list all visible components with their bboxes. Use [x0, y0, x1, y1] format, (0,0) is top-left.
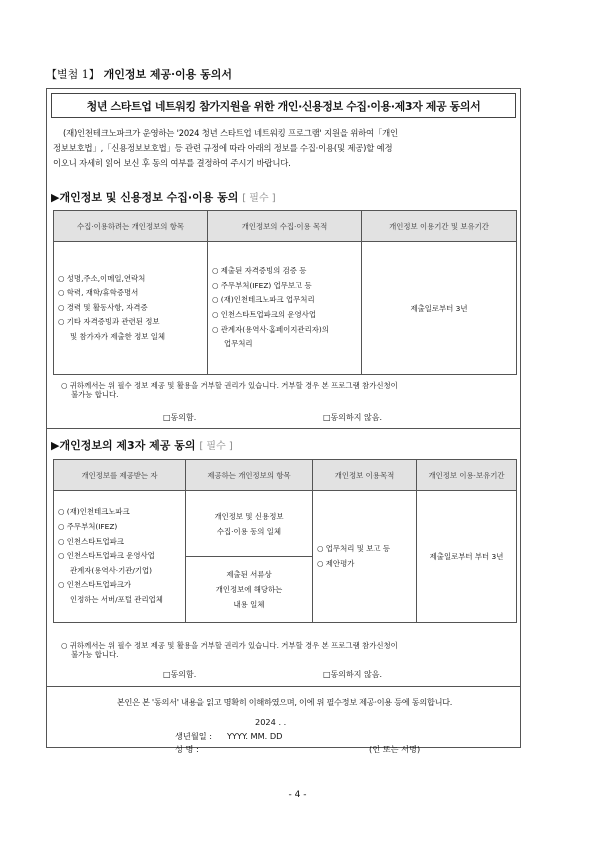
section2-title: [51, 437, 233, 453]
col-header-purpose: 개인정보 이용목적: [313, 460, 417, 491]
col-header-purpose: 개인정보의 수집·이용 목적: [208, 211, 362, 242]
list-item: ○ (재)인천테크노파크: [58, 507, 130, 517]
list-item: ○ 경력 및 활동사항, 자격증: [58, 302, 148, 312]
signature-date: 2024 . .: [255, 717, 287, 727]
col-header-provided-items: 제공하는 개인정보의 항목: [186, 460, 313, 491]
birthdate-label: 생년월일 :: [175, 731, 212, 741]
intro-line: 정보보호법」,「신용정보보호법」등 관련 규정에 따라 아래의 정보를 수집·이용(및 제공)할 예정: [53, 143, 393, 153]
note-line: 불가능 합니다.: [71, 390, 119, 399]
section1-table: [53, 210, 517, 375]
section2-agree-checkbox[interactable]: □동의함.: [163, 670, 197, 679]
list-item: ○ 관계자(용역사·홈페이지관리자)의: [212, 324, 329, 334]
attachment-label: [46, 66, 232, 82]
list-item: ○ 제출된 자격증빙의 검증 등: [212, 266, 307, 276]
note-line: ○ 귀하께서는 위 필수 정보 제공 및 활용을 거부할 권리가 있습니다. 거부할 경우 본 프로그램 참가신청이: [61, 381, 398, 390]
section2-table: [53, 459, 517, 623]
list-item: ○ 인천스타트업파크의 운영사업: [212, 310, 316, 319]
section1-refusal-note: [61, 381, 511, 399]
section1-agree-checkbox[interactable]: □동의함.: [163, 413, 197, 422]
section1-required-badge: [ 필수 ]: [242, 193, 276, 204]
list-item: ○ 제안평가: [317, 558, 355, 568]
page-number: - 4 -: [288, 790, 307, 800]
attachment-number: 【별첨 1】: [46, 68, 100, 81]
collected-items-cell: [54, 242, 208, 375]
list-item: ○ 업무처리 및 보고 등: [317, 543, 390, 553]
section2-required-badge: [ 필수 ]: [199, 441, 233, 452]
list-item: 인정하는 서버/포털 관리업체: [70, 594, 163, 604]
list-item: ○ 학력, 재학/휴학증명서: [58, 288, 139, 298]
list-item: ○ 인천스타트업파크 운영사업: [58, 551, 155, 561]
divider: [47, 686, 520, 687]
list-item: ○ 주무부처(IFEZ): [58, 522, 118, 532]
list-item: ○ 인천스타트업파크가: [58, 580, 132, 590]
note-line: ○ 귀하께서는 위 필수 정보 제공 및 활용을 거부할 권리가 있습니다. 거부할 경우 본 프로그램 참가신청이: [61, 641, 398, 650]
col-header-recipient: 개인정보를 제공받는 자: [54, 460, 186, 491]
col-header-items: 수집·이용하려는 개인정보의 항목: [54, 211, 208, 242]
list-item: 및 참가자가 제출한 정보 일체: [70, 331, 166, 341]
divider: [47, 428, 520, 429]
list-item: 업무처리: [224, 339, 253, 349]
list-item: 관계자(용역사·기관/기업): [70, 565, 153, 575]
attachment-title: 개인정보 제공·이용 동의서: [103, 68, 232, 81]
note-line: 불가능 합니다.: [71, 650, 119, 659]
list-item: ○ 인천스타트업파크: [58, 536, 124, 546]
section2-refusal-note: [61, 641, 511, 659]
list-item: ○ (재)인천테크노파크 업무처리: [212, 295, 315, 305]
section1-title: [51, 189, 276, 205]
section1-disagree-checkbox[interactable]: □동의하지 않음.: [323, 413, 383, 422]
document-title: 청년 스타트업 네트워킹 참가지원을 위한 개인·신용정보 수집·이용·제3자 제공 동의서: [51, 93, 516, 118]
purpose-cell: [313, 491, 417, 623]
provided-items-b: 제출된 서류상 개인정보에 해당하는 내용 일체: [186, 557, 313, 623]
col-header-period: 개인정보 이용기간 및 보유기간: [362, 211, 517, 242]
intro-line: (재)인천테크노파크가 운영하는 '2024 청년 스타트업 네트워킹 프로그램' 지원을 위하여「개인: [63, 128, 398, 138]
list-item: ○ 성명,주소,이메일,연락처: [58, 273, 146, 283]
purpose-cell: [208, 242, 362, 375]
col-header-period: 개인정보 이용·보유기간: [417, 460, 517, 491]
section2-disagree-checkbox[interactable]: □동의하지 않음.: [323, 670, 383, 679]
recipients-cell: [54, 491, 186, 623]
section2-heading: ▶개인정보의 제3자 제공 동의: [51, 439, 196, 452]
sign-hint: (인 또는 서명): [369, 744, 421, 754]
list-item: ○ 기타 자격증빙과 관련된 정보: [58, 317, 160, 327]
section1-heading: ▶개인정보 및 신용정보 수집·이용 동의: [51, 191, 239, 204]
final-consent-statement: 본인은 본 '동의서' 내용을 읽고 명확히 이해하였으며, 이에 위 필수정보 제공·이용 등에 동의합니다.: [116, 697, 453, 707]
retention-period-cell: 제출일로부터 3년: [362, 242, 517, 375]
intro-paragraph: [53, 126, 516, 171]
name-label: 성 명 :: [175, 744, 199, 754]
consent-form: [46, 88, 521, 754]
retention-period-cell: 제출일로부터 부터 3년: [417, 491, 517, 623]
list-item: ○ 주무부처(IFEZ) 업무보고 등: [212, 280, 312, 290]
birthdate-value: YYYY. MM. DD: [227, 731, 283, 741]
provided-items-a: 개인정보 및 신용정보 수집·이용 동의 일체: [186, 491, 313, 557]
intro-line: 이오니 자세히 읽어 보신 후 동의 여부를 결정하여 주시기 바랍니다.: [53, 158, 291, 168]
